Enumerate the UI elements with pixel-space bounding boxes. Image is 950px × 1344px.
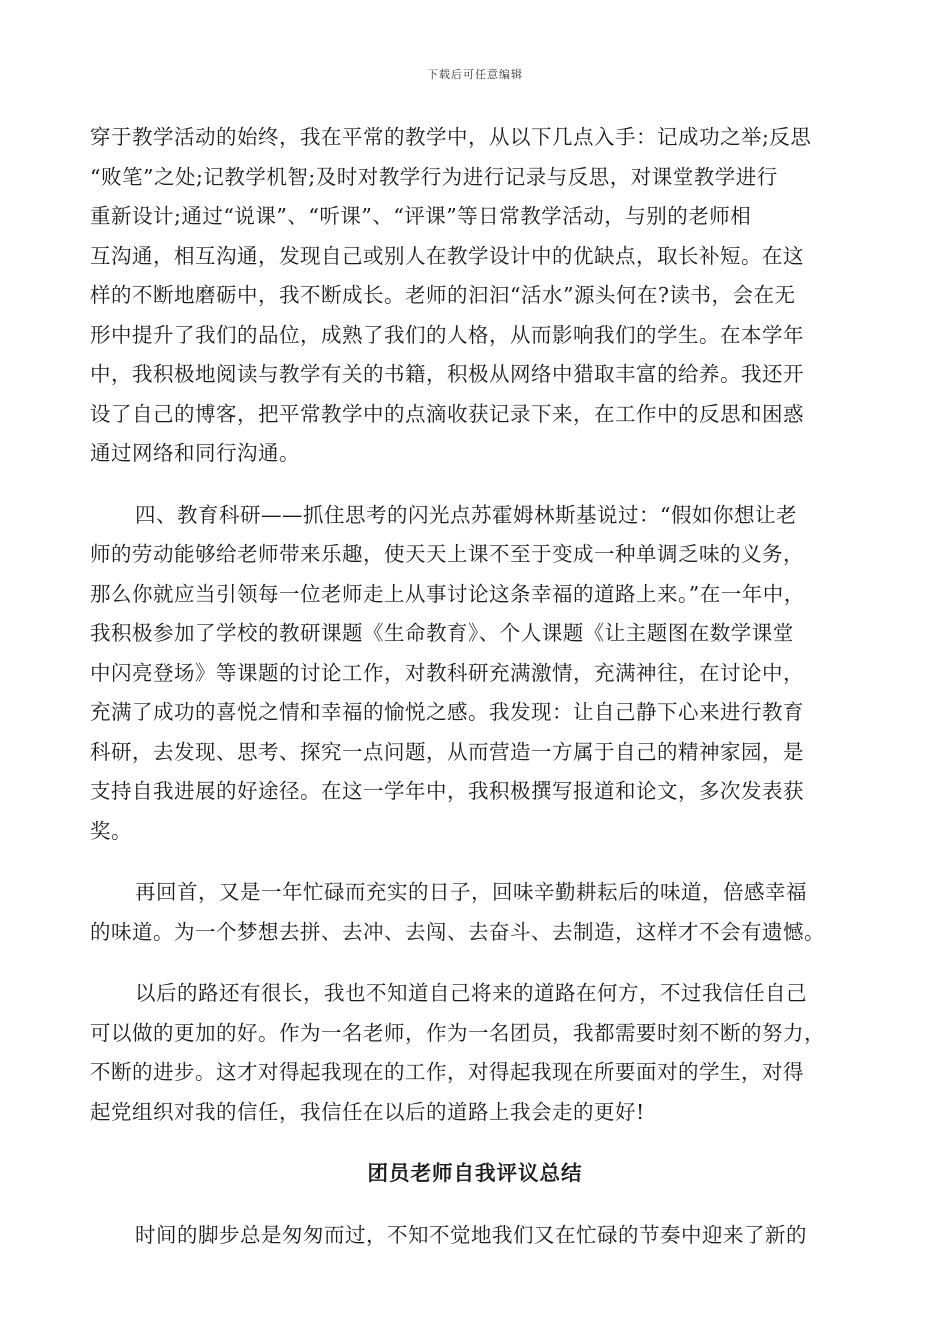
text-line: 起党组织对我的信任，我信任在以后的道路上我会走的更好! — [90, 1099, 645, 1124]
text-line: 科研，去发现、思考、探究一点问题，从而营造一方属于自己的精神家园，是 — [90, 739, 804, 764]
paragraph-looking-back — [90, 873, 860, 952]
text-line: 时间的脚步总是匆匆而过，不知不觉地我们又在忙碌的节奏中迎来了新的 — [135, 1222, 807, 1247]
text-line: 设了自己的博客，把平常教学中的点滴收获记录下来，在工作中的反思和困惑 — [90, 401, 804, 426]
text-line: 我积极参加了学校的教研课题《生命教育》、个人课题《让主题图在数学课堂 — [90, 621, 794, 645]
paragraph-closing — [90, 1216, 860, 1256]
text-line: 那么你就应当引领每一位老师走上从事讨论这条幸福的道路上来。”在一年中， — [90, 581, 805, 606]
paragraph-reflection — [90, 118, 860, 474]
paragraph-research — [90, 496, 860, 852]
text-line: 再回首，又是一年忙碌而充实的日子，回味辛勤耕耘后的味道，倍感幸福 — [135, 880, 807, 904]
paragraph-future — [90, 974, 860, 1132]
text-line: 形中提升了我们的品位，成熟了我们的人格，从而影响我们的学生。在本学年 — [90, 322, 804, 347]
text-line: “败笔”之处;记教学机智;及时对教学行为进行记录与反思，对课堂教学进行 — [90, 164, 778, 189]
page-header: 下载后可任意编辑 — [427, 68, 523, 81]
document-body — [90, 118, 860, 1277]
text-line: 四、教育科研——抓住思考的闪光点苏霍姆林斯基说过：“假如你想让老 — [135, 502, 797, 527]
text-line: 穿于教学活动的始终，我在平常的教学中，从以下几点入手：记成功之举;反思 — [90, 125, 812, 149]
text-line: 重新设计;通过“说课”、“听课”、“评课”等日常教学活动，与别的老师相 — [90, 204, 752, 228]
text-line: 通过网络和同行沟通。 — [90, 441, 300, 465]
text-line: 以后的路还有很长，我也不知道自己将来的道路在何方，不过我信任自己 — [135, 981, 807, 1005]
text-line: 不断的进步。这才对得起我现在的工作，对得起我现在所要面对的学生，对得 — [90, 1060, 804, 1084]
text-line: 奖。 — [90, 818, 132, 843]
text-line: 互沟通，相互沟通，发现自己或别人在教学设计中的优缺点，取长补短。在这 — [90, 243, 804, 268]
text-line: 充满了成功的喜悦之情和幸福的愉悦之感。我发现：让自己静下心来进行教育 — [90, 700, 804, 724]
text-line: 中闪亮登场》等课题的讨论工作，对教科研充满激情，充满神往，在讨论中， — [90, 660, 804, 685]
text-line: 可以做的更加的好。作为一名老师，作为一名团员，我都需要时刻不断的努力， — [90, 1020, 825, 1045]
section-title: 团员老师自我评议总结 — [367, 1161, 583, 1185]
text-line: 样的不断地磨砺中，我不断成长。老师的汩汩“活水”源头何在?读书，会在无 — [90, 283, 796, 307]
text-line: 的味道。为一个梦想去拼、去冲、去闯、去奋斗、去制造，这样才不会有遗憾。 — [90, 919, 825, 944]
text-line: 师的劳动能够给老师带来乐趣，使天天上课不至于变成一种单调乏味的义务， — [90, 542, 804, 566]
text-line: 支持自我进展的好途径。在这一学年中，我积极撰写报道和论文，多次发表获 — [90, 779, 804, 803]
text-line: 中，我积极地阅读与教学有关的书籍，积极从网络中猎取丰富的给养。我还开 — [90, 362, 804, 386]
